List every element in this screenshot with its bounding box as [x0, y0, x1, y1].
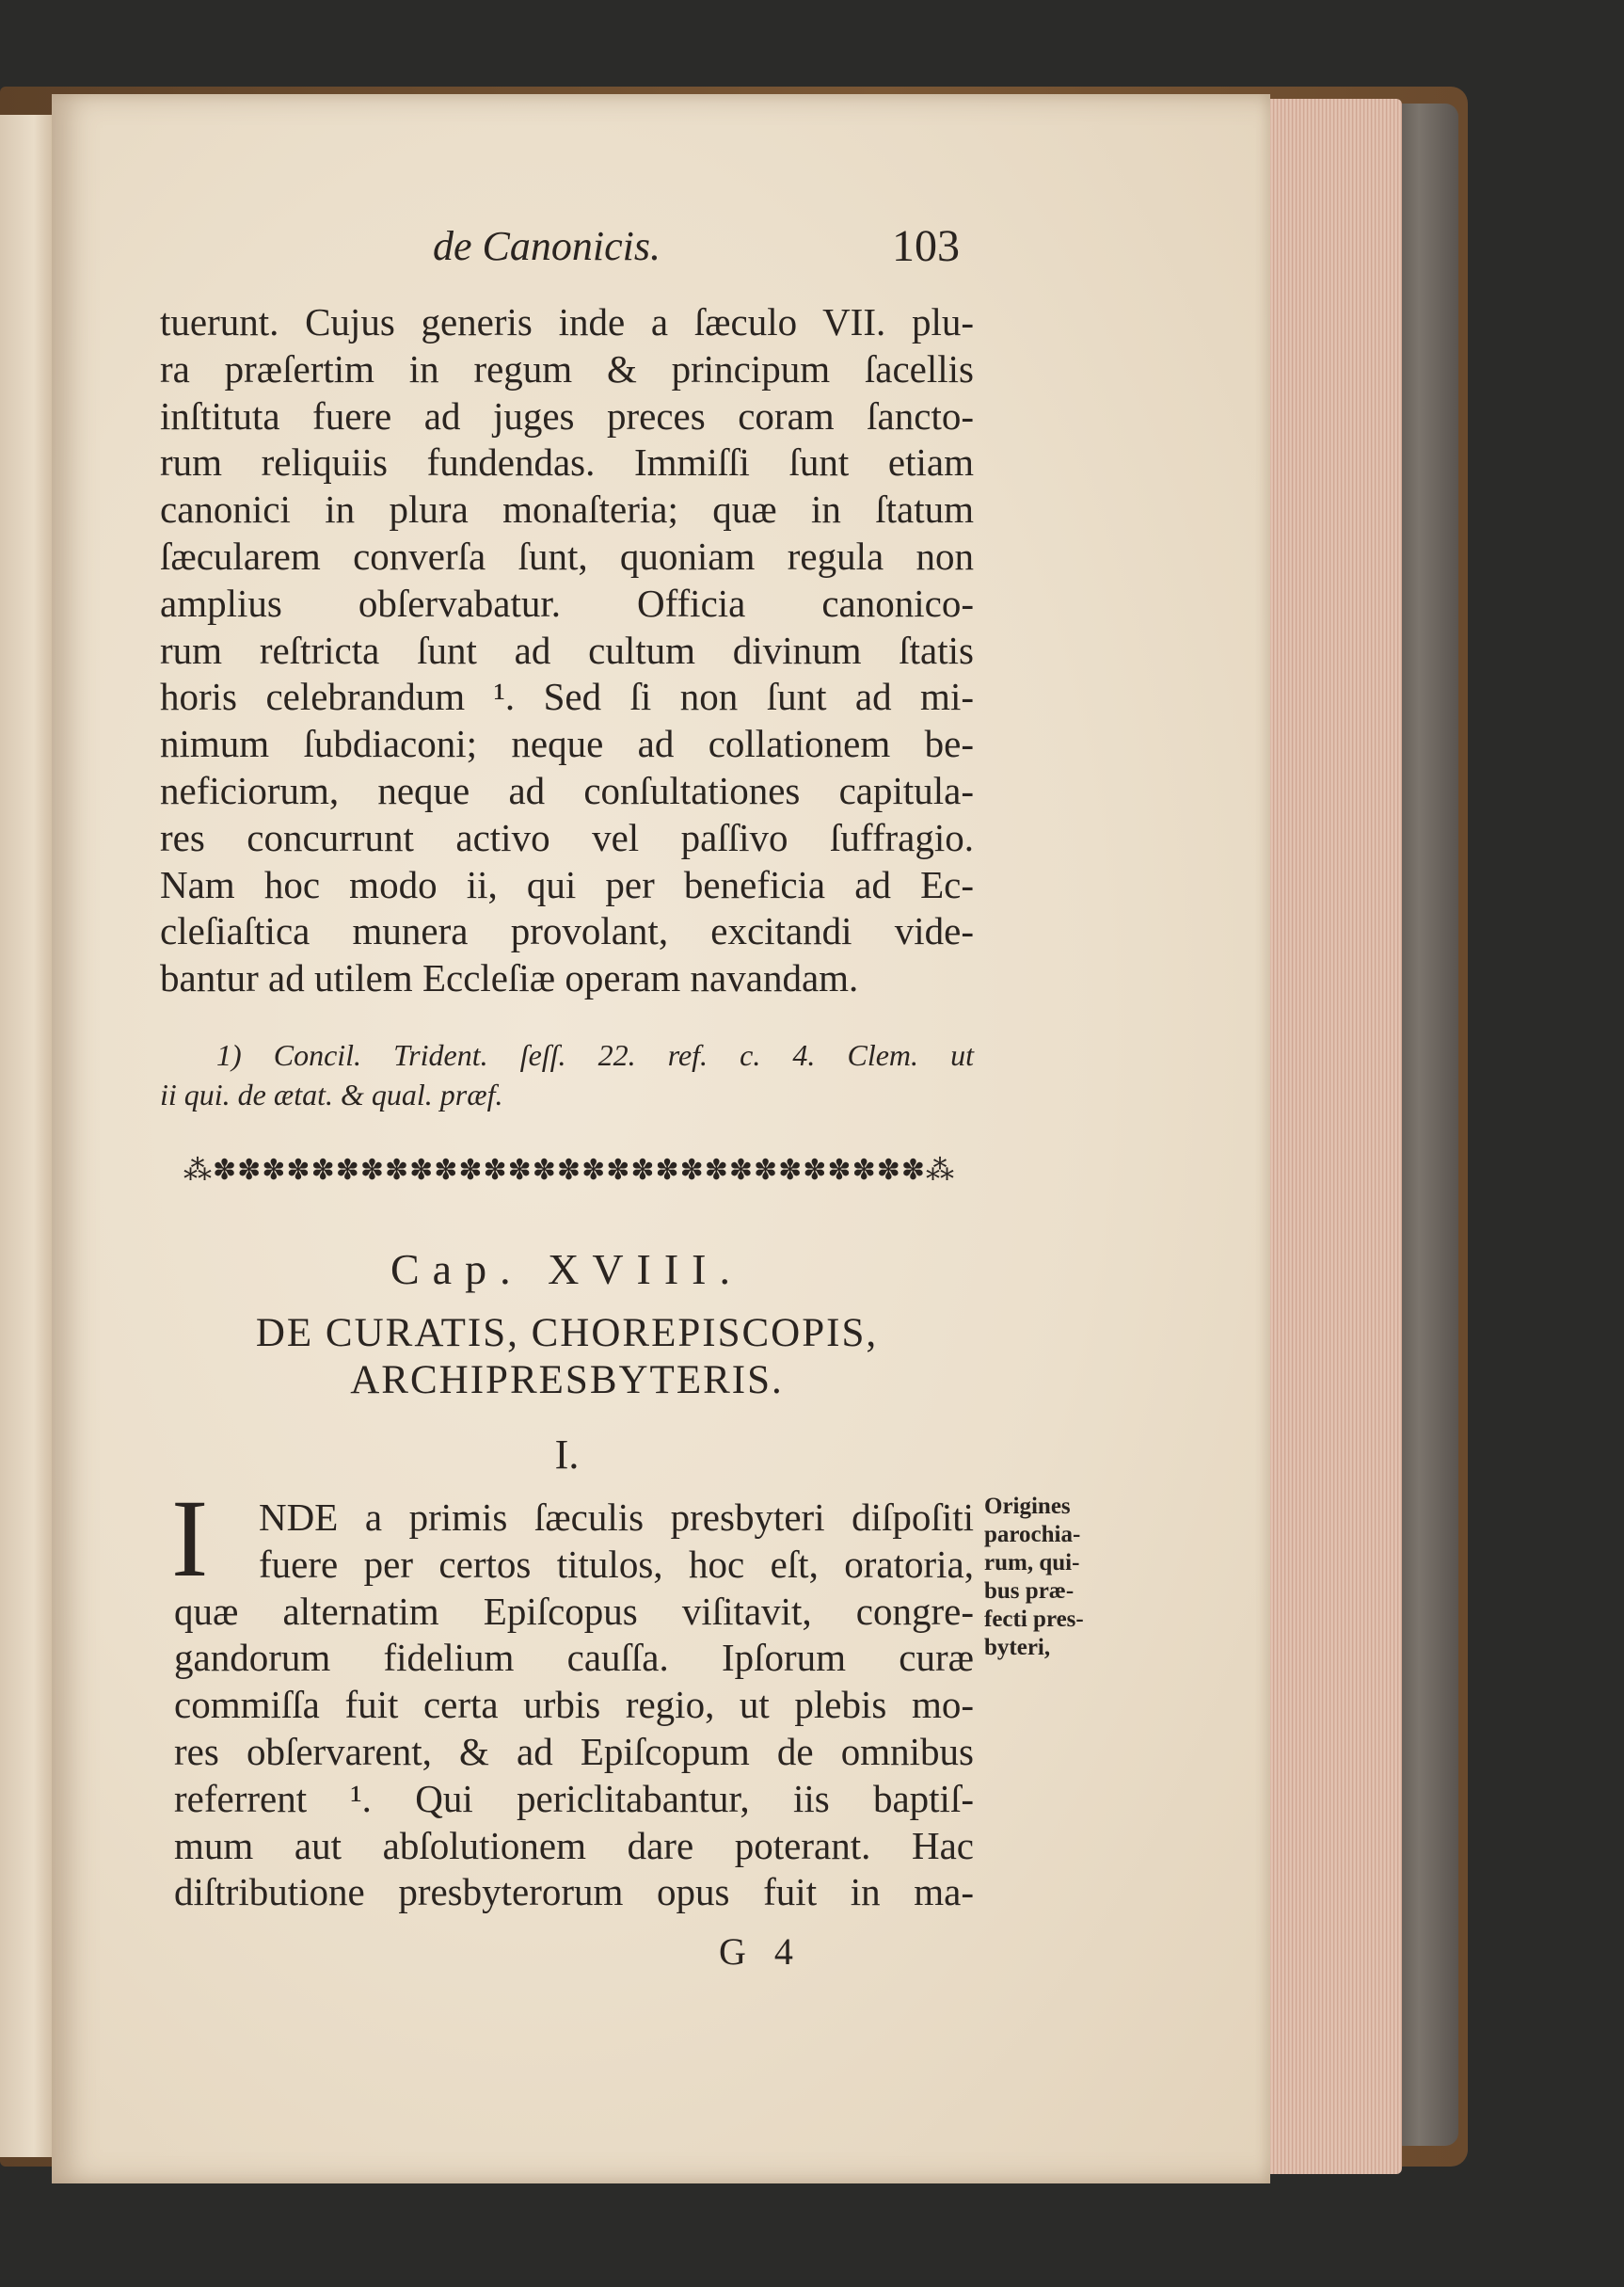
section-text: [174, 1495, 974, 1916]
section-line: diſtributione presbyterorum opus fuit in ma-: [174, 1870, 974, 1914]
body-line: neficiorum, neque ad conſultationes capitula-: [160, 768, 974, 812]
running-head: de Canonicis.: [433, 223, 661, 269]
body-line: bantur ad utilem Eccleſiæ operam navandam.: [160, 956, 859, 1000]
ornament-rule: ⁂✽✽✽✽✽✽✽✽✽✽✽✽✽✽✽✽✽✽✽✽✽✽✽✽✽✽✽✽✽⁂: [183, 1155, 955, 1186]
chapter-title-line: ARCHIPRESBYTERIS.: [350, 1358, 784, 1402]
section-line: fuere per certos titulos, hoc eſt, oratoria,: [259, 1542, 974, 1586]
body-line: horis celebrandum ¹. Sed ſi non ſunt ad mi-: [160, 675, 974, 719]
marginal-line: byteri,: [984, 1635, 1051, 1660]
body-line: tuerunt. Cujus generis inde a ſæculo VII. plu-: [160, 300, 974, 344]
marginal-line: bus præ-: [984, 1578, 1075, 1604]
chapter-label: Cap. XVIII.: [390, 1245, 743, 1293]
chapter-title-line: DE CURATIS, CHOREPISCOPIS,: [255, 1311, 879, 1355]
body-line: amplius obſervabatur. Officia canonico-: [160, 581, 974, 625]
section-line: res obſervarent, & ad Epiſcopum de omnibus: [174, 1729, 974, 1773]
section-line: commiſſa fuit certa urbis regio, ut plebis mo-: [174, 1683, 974, 1727]
section-line: mum aut abſolutionem dare poterant. Hac: [174, 1823, 974, 1867]
marginal-line: fecti pres-: [984, 1607, 1084, 1632]
page-number: 103: [892, 221, 960, 271]
marginal-line: rum, qui-: [984, 1550, 1080, 1575]
marginal-line: Origines: [984, 1494, 1071, 1519]
page-stack-edge: [1251, 99, 1402, 2174]
chapter-title: [160, 1310, 974, 1404]
body-line: canonici in plura monaſteria; quæ in ſtatum: [160, 488, 974, 532]
body-line: cleſiaſtica munera provolant, excitandi vide-: [160, 909, 974, 953]
section-line: gandorum fidelium cauſſa. Ipſorum curæ: [174, 1636, 974, 1680]
body-line: ra præſertim in regum & principum ſacellis: [160, 346, 974, 391]
footnote: [160, 1035, 974, 1114]
footnote-line: ii qui. de ætat. & qual. præf.: [160, 1078, 503, 1112]
drop-capital: I: [171, 1477, 209, 1600]
body-line: Nam hoc modo ii, qui per beneficia ad Ec-: [160, 862, 974, 906]
section-line: quæ alternatim Epiſcopus viſitavit, congre-: [174, 1589, 974, 1633]
body-line: rum reſtricta ſunt ad cultum divinum ſtatis: [160, 628, 974, 672]
body-text: [160, 299, 974, 1002]
body-line: rum reliquiis fundendas. Immiſſi ſunt etiam: [160, 440, 974, 485]
back-cover-edge: [1393, 104, 1458, 2146]
body-line: res concurrunt activo vel paſſivo ſuffragio.: [160, 815, 974, 859]
facing-page: [0, 115, 56, 2157]
section-line: NDE a primis ſæculis presbyteri diſpoſiti: [259, 1495, 974, 1539]
body-line: nimum ſubdiaconi; neque ad collationem be-: [160, 722, 974, 766]
footnote-line: 1) Concil. Trident. ſeſſ. 22. ref. c. 4. Clem. ut: [216, 1038, 974, 1072]
body-line: inſtituta fuere ad juges preces coram ſancto-: [160, 393, 974, 438]
marginal-line: parochia-: [984, 1522, 1081, 1547]
marginal-note: [984, 1493, 1125, 1662]
section-line: referrent ¹. Qui periclitabantur, iis baptiſ-: [174, 1776, 974, 1820]
catchword: G 4: [719, 1930, 803, 1973]
section-number: I.: [554, 1431, 580, 1478]
body-line: ſæcularem converſa ſunt, quoniam regula non: [160, 534, 974, 578]
